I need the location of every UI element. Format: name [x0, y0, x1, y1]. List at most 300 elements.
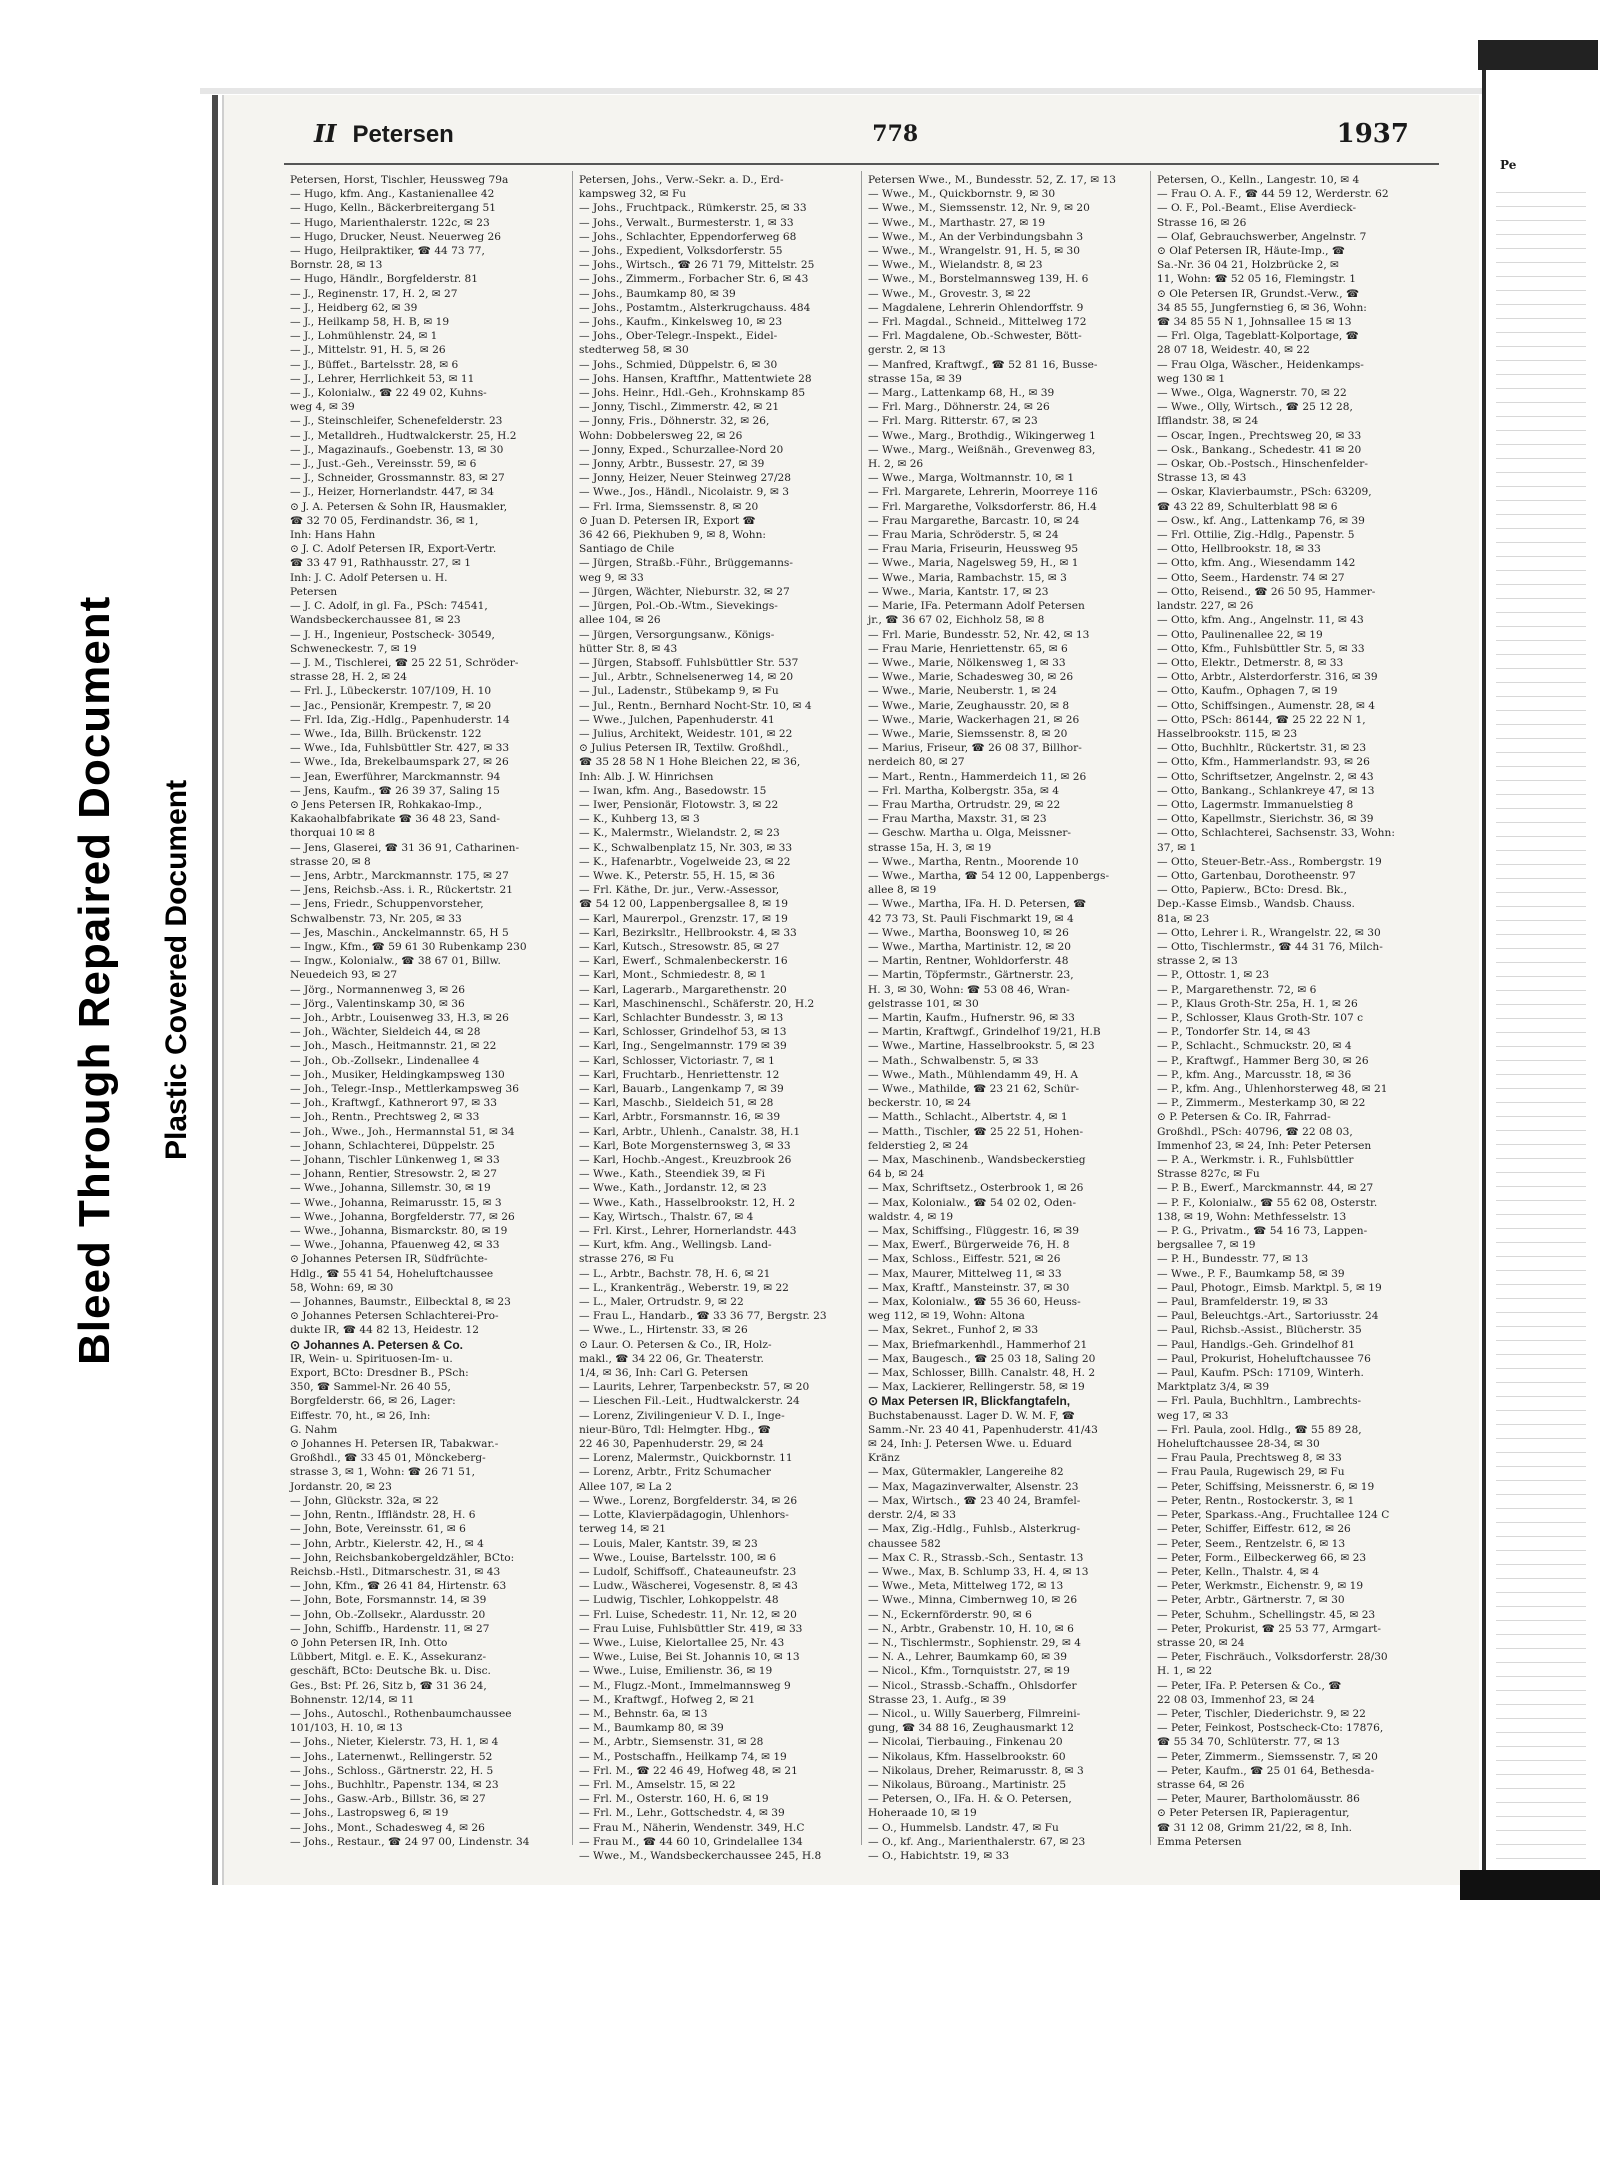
directory-entry: — Johs., Gasw.-Arb., Billstr. 36, ✉ 27 [290, 1793, 486, 1806]
directory-entry: ⊙ P. Petersen & Co. IR, Fahrrad- [1157, 1111, 1331, 1124]
directory-entry: Strasse 23, 1. Aufg., ✉ 39 [868, 1693, 1007, 1706]
directory-entry: Eiffestr. 70, ht., ✉ 26, Inh: [290, 1409, 431, 1422]
directory-entry: — Johs. Heinr., Hdl.-Geh., Krohnskamp 85 [579, 387, 806, 400]
directory-entry: — Jonny, Heizer, Neuer Steinweg 27/28 [579, 472, 791, 485]
directory-entry: Strasse 827c, ✉ Fu [1157, 1168, 1260, 1181]
directory-entry: 22 46 30, Papenhuderstr. 29, ✉ 24 [579, 1438, 764, 1451]
directory-entry: — Max, Zig.-Hdlg., Fuhlsb., Alsterkrug- [868, 1523, 1081, 1536]
directory-entry: — Karl, Ewerf., Schmalenbeckerstr. 16 [579, 955, 788, 968]
directory-entry: — Max, Schriftsetz., Osterbrook 1, ✉ 26 [868, 1182, 1084, 1195]
directory-entry: — Math., Schwalbenstr. 5, ✉ 33 [868, 1054, 1039, 1067]
directory-entry: — Max, Schiffsing., Flüggestr. 16, ✉ 39 [868, 1225, 1079, 1238]
directory-entry: — Nicol., u. Willy Sauerberg, Filmreini- [868, 1707, 1081, 1720]
directory-entry: — M., Kraftwgf., Hofweg 2, ✉ 21 [579, 1693, 756, 1706]
directory-entry: terweg 14, ✉ 21 [579, 1523, 667, 1536]
directory-entry: — Frau Marie, Henriettenstr. 65, ✉ 6 [868, 642, 1068, 655]
directory-entry: ⊙ Ole Petersen IR, Grundst.-Verw., ☎ [1157, 287, 1360, 300]
directory-entry: — Otto, Steuer-Betr.-Ass., Rombergstr. 19 [1157, 855, 1382, 868]
directory-entry: — Frl. M., Amselstr. 15, ✉ 22 [579, 1778, 736, 1791]
directory-entry: — Martin, Rentner, Wohldorferstr. 48 [868, 955, 1069, 968]
directory-entry: — Otto, kfm. Ang., Angelnstr. 11, ✉ 43 [1157, 614, 1364, 627]
directory-entry: — Nicolai, Tierbauing., Finkenau 20 [868, 1736, 1063, 1749]
directory-entry: — Wwe., Olly, Wirtsch., ☎ 25 12 28, [1157, 401, 1353, 414]
directory-entry: gelstrasse 101, ✉ 30 [868, 997, 979, 1010]
directory-entry: — Wwe., Ida, Billh. Brückenstr. 122 [290, 727, 482, 740]
directory-entry: — Lotte, Klavierpädagogin, Uhlenhors- [579, 1509, 789, 1522]
directory-entry: strasse 3, ✉ 1, Wohn: ☎ 26 71 51, [290, 1466, 476, 1479]
directory-entry: Immenhof 23, ✉ 24, Inh: Peter Petersen [1157, 1139, 1372, 1152]
directory-entry: 1/4, ✉ 36, Inh: Carl G. Petersen [579, 1367, 749, 1380]
directory-entry: — Max, Gütermakler, Langereihe 82 [868, 1466, 1064, 1479]
directory-entry: ⊙ Peter Petersen IR, Papieragentur, [1157, 1807, 1350, 1820]
directory-entry: — John, Reichsbankobergeldzähler, BCto: [290, 1551, 515, 1564]
directory-entry: — Paul, Bramfelderstr. 19, ✉ 33 [1157, 1296, 1329, 1309]
directory-entry: — Frl. J., Lübeckerstr. 107/109, H. 10 [290, 685, 492, 698]
directory-entry: — Max, Briefmarkenhdl., Hammerhof 21 [868, 1338, 1088, 1351]
directory-entry: — Otto, Elektr., Detmerstr. 8, ✉ 33 [1157, 656, 1344, 669]
directory-entry: — Hugo, Heilpraktiker, ☎ 44 73 77, [290, 245, 485, 258]
directory-entry: Bohnenstr. 12/14, ✉ 11 [290, 1693, 415, 1706]
directory-entry: — Johs., Kaufm., Kinkelsweg 10, ✉ 23 [579, 316, 783, 329]
directory-entry: — Wwe., Marie, Nölkensweg 1, ✉ 33 [868, 656, 1066, 669]
directory-entry: — M., Arbtr., Siemsenstr. 31, ✉ 28 [579, 1736, 764, 1749]
directory-entry: — Osw., kf. Ang., Lattenkamp 76, ✉ 39 [1157, 514, 1365, 527]
directory-entry: — Frau Paula, Rugewisch 29, ✉ Fu [1157, 1466, 1345, 1479]
directory-entry: allee 104, ✉ 26 [579, 614, 661, 627]
directory-entry: weg 130 ✉ 1 [1157, 372, 1226, 385]
directory-entry: — Peter, Kaufm., ☎ 25 01 64, Bethesda- [1157, 1764, 1375, 1777]
column-1 [284, 171, 573, 1848]
directory-entry: — Frl. Käthe, Dr. jur., Verw.-Assessor, [579, 884, 780, 897]
directory-entry: — Jul., Ladenstr., Stübekamp 9, ✉ Fu [579, 685, 779, 698]
directory-entry: — Paul, Handlgs.-Geh. Grindelhof 81 [1157, 1338, 1356, 1351]
directory-entry: Großhdl., PSch: 40796, ☎ 22 08 03, [1157, 1125, 1353, 1138]
directory-entry: — Jens, Kaufm., ☎ 26 39 37, Saling 15 [290, 784, 500, 797]
directory-entry: — Frau M., Näherin, Wendenstr. 349, H.C [579, 1821, 805, 1834]
directory-entry: — Karl, Maschinenschl., Schäferstr. 20, H.2 [579, 997, 815, 1010]
directory-entry: — Frau L., Handarb., ☎ 33 36 77, Bergstr. 23 [579, 1310, 827, 1323]
directory-entry: — J., Just.-Geh., Vereinsstr. 59, ✉ 6 [290, 458, 477, 471]
directory-entry: — Nicol., Kfm., Tornquiststr. 27, ✉ 19 [868, 1665, 1070, 1678]
directory-entry: — Frl. Kirst., Lehrer, Hornerlandstr. 443 [579, 1225, 797, 1238]
directory-entry: strasse 20, ✉ 24 [1157, 1636, 1245, 1649]
directory-entry: ✉ 24, Inh: J. Petersen Wwe. u. Eduard [868, 1438, 1072, 1451]
directory-entry: — Karl, Fruchtarb., Henriettenstr. 12 [579, 1068, 780, 1081]
directory-entry: — Johs., Baumkamp 80, ✉ 39 [579, 287, 736, 300]
directory-entry: — Wwe., M., Wielandstr. 8, ✉ 23 [868, 259, 1043, 272]
directory-entry: — J. C. Adolf, in gl. Fa., PSch: 74541, [290, 600, 488, 613]
directory-entry: waldstr. 4, ✉ 19 [868, 1210, 954, 1223]
directory-entry: — Jürgen, Stabsoff. Fuhlsbüttler Str. 537 [579, 656, 799, 669]
directory-entry: Petersen, Johs., Verw.-Sekr. a. D., Erd- [579, 174, 784, 186]
directory-entry: — Oskar, Ob.-Postsch., Hinschenfelder- [1157, 458, 1368, 471]
column-4 [1151, 171, 1439, 1848]
directory-entry: — Peter, Werkmstr., Eichenstr. 9, ✉ 19 [1157, 1580, 1364, 1593]
surname-heading: Petersen [352, 121, 454, 148]
directory-entry: — Petersen, O., IFa. H. & O. Petersen, [868, 1793, 1072, 1806]
directory-entry: — Frau Martha, Ortrudstr. 29, ✉ 22 [868, 798, 1061, 811]
directory-entry: — Frl. Margarete, Lehrerin, Moorreye 116 [868, 486, 1098, 499]
directory-entry: — P. H., Bundesstr. 77, ✉ 13 [1157, 1253, 1309, 1266]
directory-entry: 11, Wohn: ☎ 52 05 16, Flemingstr. 1 [1157, 273, 1356, 286]
directory-entry: — Frl. Martha, Kolbergstr. 35a, ✉ 4 [868, 784, 1059, 797]
scan-top-edge [200, 88, 1482, 94]
directory-entry: — K., Kuhberg 13, ✉ 3 [579, 813, 700, 826]
directory-entry: Buchstabenausst. Lager D. W. M. F, ☎ [868, 1409, 1075, 1422]
directory-entry: ☎ 54 12 00, Lappenbergsallee 8, ✉ 19 [579, 898, 789, 911]
directory-entry: — Frau Olga, Wäscher., Heidenkamps- [1157, 358, 1364, 371]
directory-entry: — P., Zimmerm., Mesterkamp 30, ✉ 22 [1157, 1097, 1366, 1110]
directory-entry: — Wwe., Johanna, Sillemstr. 30, ✉ 19 [290, 1182, 491, 1195]
directory-entry: — J. H., Ingenieur, Postscheck- 30549, [290, 628, 495, 641]
directory-entry: 350, ☎ Sammel-Nr. 26 40 55, [290, 1381, 451, 1394]
directory-entry: — Jonny, Tischl., Zimmerstr. 42, ✉ 21 [579, 401, 780, 414]
directory-entry: — Wwe., M., Grovestr. 3, ✉ 22 [868, 287, 1031, 300]
directory-entry: — Wwe., Marg., Weißnäh., Grevenweg 83, [868, 443, 1096, 456]
directory-entry: — Jürgen, Pol.-Ob.-Wtm., Sievekings- [579, 600, 778, 613]
directory-entry: — Kay, Wirtsch., Thalstr. 67, ✉ 4 [579, 1210, 754, 1223]
directory-entry: — Johs., Schlachter, Eppendorferweg 68 [579, 230, 797, 243]
directory-entry: — Peter, Maurer, Bartholomäusstr. 86 [1157, 1793, 1360, 1806]
directory-entry: hütter Str. 8, ✉ 43 [579, 642, 678, 655]
directory-entry: — Wwe., Johanna, Reimarusstr. 15, ✉ 3 [290, 1196, 502, 1209]
directory-entry: H. 2, ✉ 26 [868, 458, 924, 471]
directory-entry: ⊙ Juan D. Petersen IR, Export ☎ [579, 514, 756, 527]
directory-entry: 36 42 66, Piekhuben 9, ✉ 8, Wohn: [579, 529, 766, 542]
directory-entry: — Joh., Arbtr., Louisenweg 33, H.3, ✉ 26 [290, 1011, 509, 1024]
directory-entry: — Jes, Maschin., Anckelmannstr. 65, H 5 [290, 926, 509, 939]
directory-entry: — Max, Maschinenb., Wandsbeckerstieg [868, 1154, 1086, 1167]
directory-entry: — Otto, Paulinenallee 22, ✉ 19 [1157, 628, 1323, 641]
scan-bottom-bar [1460, 1870, 1600, 1900]
directory-entry: — Wwe., Luise, Emilienstr. 36, ✉ 19 [579, 1665, 773, 1678]
directory-entry: Lübbert, Mitgl. e. E. K., Assekuranz- [290, 1651, 487, 1664]
directory-entry: — Joh., Wächter, Sieldeich 44, ✉ 28 [290, 1026, 481, 1039]
directory-entry: — Wwe., Marie, Wackerhagen 21, ✉ 26 [868, 713, 1080, 726]
directory-entry: — Karl, Schlosser, Grindelhof 53, ✉ 13 [579, 1026, 787, 1039]
directory-entry: Strasse 16, ✉ 26 [1157, 216, 1247, 229]
directory-entry: — Karl, Lagerarb., Margarethenstr. 20 [579, 983, 787, 996]
directory-entry: — John, Kfm., ☎ 26 41 84, Hirtenstr. 63 [290, 1580, 507, 1593]
directory-entry: Wandsbeckerchaussee 81, ✉ 23 [290, 614, 461, 627]
directory-entry: 28 07 18, Weidestr. 40, ✉ 22 [1157, 344, 1310, 357]
directory-entry: — Nikolaus, Dreher, Reimarusstr. 8, ✉ 3 [868, 1764, 1084, 1777]
directory-entry: — Johs., Autoschl., Rothenbaumchaussee [290, 1707, 512, 1720]
directory-entry: — Max, Kraftf., Mansteinstr. 37, ✉ 30 [868, 1281, 1070, 1294]
directory-entry: ☎ 43 22 89, Schulterblatt 98 ✉ 6 [1157, 500, 1338, 513]
directory-entry: weg 4, ✉ 39 [290, 401, 355, 414]
scan-top-bar [1478, 40, 1598, 70]
directory-entry: — Otto, Reisend., ☎ 26 50 95, Hammer- [1157, 585, 1376, 598]
directory-entry: — Joh., Masch., Heitmannstr. 21, ✉ 22 [290, 1040, 497, 1053]
directory-entry: — Peter, Prokurist, ☎ 25 53 77, Armgart- [1157, 1622, 1381, 1635]
directory-entry: — Frl. Irma, Siemssenstr. 8, ✉ 20 [579, 500, 759, 513]
directory-entry: — Johs., Ober-Telegr.-Inspekt., Eidel- [579, 330, 778, 343]
directory-entry: ⊙ John Petersen IR, Inh. Otto [290, 1636, 448, 1649]
directory-entry: — Wwe., Marie, Schadesweg 30, ✉ 26 [868, 671, 1074, 684]
directory-entry: — Wwe., Johanna, Borgfelderstr. 77, ✉ 26 [290, 1210, 515, 1223]
directory-entry: strasse 20, ✉ 8 [290, 855, 371, 868]
directory-entry: — Mart., Rentn., Hammerdeich 11, ✉ 26 [868, 770, 1087, 783]
directory-entry: Sa.-Nr. 36 04 21, Holzbrücke 2, ✉ [1157, 259, 1339, 272]
directory-entry: — Wwe., M., Quickbornstr. 9, ✉ 30 [868, 188, 1056, 201]
directory-entry: — Wwe., Luise, Kielortallee 25, Nr. 43 [579, 1636, 785, 1649]
directory-entry: Export, BCto: Dresdner B., PSch: [290, 1367, 469, 1380]
directory-entry: — Frau Maria, Schröderstr. 5, ✉ 24 [868, 529, 1059, 542]
directory-entry: — J., Lehrer, Herrlichkeit 53, ✉ 11 [290, 372, 475, 385]
directory-entry: — Max, Schlosser, Billh. Canalstr. 48, H. 2 [868, 1367, 1096, 1380]
directory-entry: weg 9, ✉ 33 [579, 571, 644, 584]
directory-entry: — Jonny, Exped., Schurzallee-Nord 20 [579, 443, 784, 456]
directory-entry: — Wwe., M., Borstelmannsweg 139, H. 6 [868, 273, 1089, 286]
directory-entry: — Lieschen Fil.-Leit., Hudtwalckerstr. 24 [579, 1395, 800, 1408]
directory-entry: — Johs., Laternenwt., Rellingerstr. 52 [290, 1750, 493, 1763]
directory-entry: — Wwe. K., Peterstr. 55, H. 15, ✉ 36 [579, 869, 775, 882]
directory-entry: — Otto, Lehrer i. R., Wrangelstr. 22, ✉ 30 [1157, 926, 1381, 939]
directory-entry: — Max, Baugesch., ☎ 25 03 18, Saling 20 [868, 1352, 1096, 1365]
directory-entry: strasse 28, H. 2, ✉ 24 [290, 671, 407, 684]
directory-entry: — Otto, Gartenbau, Dorotheenstr. 97 [1157, 869, 1356, 882]
directory-entry: makl., ☎ 34 22 06, Gr. Theaterstr. [579, 1352, 764, 1365]
directory-entry: — Wwe., Johanna, Pfauenweg 42, ✉ 33 [290, 1239, 500, 1252]
directory-entry: — Frl. Margarethe, Volksdorferstr. 86, H.4 [868, 500, 1097, 513]
directory-entry: nerdeich 80, ✉ 27 [868, 756, 965, 769]
directory-entry: Jordanstr. 20, ✉ 23 [290, 1480, 392, 1493]
directory-entry: nieur-Büro, Tdl: Helmgter. Hbg., ☎ [579, 1423, 771, 1436]
directory-entry: — Wwe., M., Marthastr. 27, ✉ 19 [868, 216, 1046, 229]
directory-entry: Allee 107, ✉ La 2 [579, 1480, 672, 1493]
directory-entry: 101/103, H. 10, ✉ 13 [290, 1722, 403, 1735]
directory-entry: Großhdl., ☎ 33 45 01, Mönckeberg- [290, 1452, 486, 1465]
directory-entry: Petersen [290, 585, 338, 598]
directory-entry: ⊙ J. A. Petersen & Sohn IR, Hausmakler, [290, 500, 508, 513]
directory-entry: Borgfelderstr. 66, ✉ 26, Lager: [290, 1395, 456, 1408]
directory-entry: geschäft, BCto: Deutsche Bk. u. Disc. [290, 1665, 491, 1678]
directory-entry: — Max, Ewerf., Bürgerweide 76, H. 8 [868, 1239, 1070, 1252]
directory-entry: Hoheraade 10, ✉ 19 [868, 1807, 977, 1820]
directory-entry: — Wwe., Kath., Hasselbrookstr. 12, H. 2 [579, 1196, 796, 1209]
directory-entry: jr., ☎ 36 67 02, Eichholz 58, ✉ 8 [868, 614, 1045, 627]
directory-entry: Dep.-Kasse Eimsb., Wandsb. Chauss. [1157, 898, 1355, 911]
directory-entry: — Frl. Marg., Döhnerstr. 24, ✉ 26 [868, 401, 1050, 414]
directory-entry: — Peter, Schiffer, Eiffestr. 612, ✉ 26 [1157, 1523, 1351, 1536]
directory-entry: — Johann, Schlachterei, Düppelstr. 25 [290, 1139, 495, 1152]
directory-entry: — J., Metalldreh., Hudtwalckerstr. 25, H.2 [290, 429, 517, 442]
directory-entry: strasse 2, ✉ 13 [1157, 955, 1238, 968]
directory-entry: — L., Maler, Ortrudstr. 9, ✉ 22 [579, 1296, 744, 1309]
directory-entry: — John, Schiffb., Hardenstr. 11, ✉ 27 [290, 1622, 490, 1635]
page-number: 778 [872, 121, 919, 147]
directory-entry: — Jörg., Normannenweg 3, ✉ 26 [290, 983, 466, 996]
directory-entry: ⊙ Johannes A. Petersen & Co. [290, 1337, 463, 1352]
directory-entry: — J., Magazinaufs., Goebenstr. 13, ✉ 30 [290, 443, 504, 456]
directory-entry: — Ingw., Kfm., ☎ 59 61 30 Rubenkamp 230 [290, 940, 527, 953]
directory-entry: — Nicol., Strassb.-Schaffn., Ohlsdorfer [868, 1679, 1077, 1692]
directory-entry: — Johs., Buchhltr., Papenstr. 134, ✉ 23 [290, 1778, 499, 1791]
directory-entry: — Nikolaus, Kfm. Hasselbrookstr. 60 [868, 1750, 1066, 1763]
directory-entry: — Frau Martha, Maxstr. 31, ✉ 23 [868, 813, 1047, 826]
directory-entry: — J., Mittelstr. 91, H. 5, ✉ 26 [290, 344, 446, 357]
directory-entry: — N., Arbtr., Grabenstr. 10, H. 10, ✉ 6 [868, 1622, 1074, 1635]
directory-entry: — J., Kolonialw., ☎ 22 49 02, Kuhns- [290, 387, 487, 400]
directory-entry: — Wwe., Marga, Woltmannstr. 10, ✉ 1 [868, 472, 1075, 485]
directory-entry: — Johs., Verwalt., Burmesterstr. 1, ✉ 33 [579, 216, 794, 229]
directory-entry: — Frl. Ottilie, Zig.-Hdlg., Papenstr. 5 [1157, 529, 1355, 542]
directory-entry: 42 73 73, St. Pauli Fischmarkt 19, ✉ 4 [868, 912, 1074, 925]
directory-entry: Schweneckestr. 7, ✉ 19 [290, 642, 417, 655]
directory-entry: Kakaohalbfabrikate ☎ 36 48 23, Sand- [290, 813, 500, 826]
directory-entry: — O., Habichtstr. 19, ✉ 33 [868, 1849, 1010, 1862]
directory-entry: — O., Hummelsb. Landstr. 47, ✉ Fu [868, 1821, 1059, 1834]
directory-entry: — Frl. Paula, zool. Hdlg., ☎ 55 89 28, [1157, 1423, 1362, 1436]
directory-entry: — Max, Magazinverwalter, Alsenstr. 23 [868, 1480, 1079, 1493]
directory-entry: — Peter, Zimmerm., Siemssenstr. 7, ✉ 20 [1157, 1750, 1378, 1763]
directory-entry: ⊙ Johannes Petersen Schlachterei-Pro- [290, 1310, 499, 1323]
directory-entry: — Laurits, Lehrer, Tarpenbeckstr. 57, ✉ 20 [579, 1381, 810, 1394]
directory-entry: H. 1, ✉ 22 [1157, 1665, 1213, 1678]
directory-entry: — Joh., Ob.-Zollsekr., Lindenallee 4 [290, 1054, 480, 1067]
directory-entry: — Max, Lackierer, Rellingerstr. 58, ✉ 19 [868, 1381, 1085, 1394]
directory-entry: — Wwe., Martine, Hasselbrookstr. 5, ✉ 23 [868, 1040, 1095, 1053]
directory-entry: — Peter, Schuhm., Schellingstr. 45, ✉ 23 [1157, 1608, 1376, 1621]
directory-entry: — Otto, PSch: 86144, ☎ 25 22 22 N 1, [1157, 713, 1366, 726]
directory-entry: Petersen, O., Kelln., Langestr. 10, ✉ 4 [1157, 174, 1360, 186]
directory-entry: — J., Lohmühlenstr. 24, ✉ 1 [290, 330, 438, 343]
directory-entry: — Jörg., Valentinskamp 30, ✉ 36 [290, 997, 465, 1010]
directory-entry: — Wwe., Jos., Händl., Nicolaistr. 9, ✉ 3 [579, 486, 789, 499]
directory-entry: — Ludwig, Tischler, Lohkoppelstr. 48 [579, 1594, 779, 1607]
directory-entry: — Peter, Form., Eilbeckerweg 66, ✉ 23 [1157, 1551, 1367, 1564]
directory-entry: — P. G., Privatm., ☎ 54 16 73, Lappen- [1157, 1225, 1368, 1238]
directory-entry: — Julius, Architekt, Weidestr. 101, ✉ 22 [579, 727, 793, 740]
directory-entry: — Wwe., M., Wrangelstr. 91, H. 5, ✉ 30 [868, 245, 1081, 258]
directory-entry: — Otto, Schlachterei, Sachsenstr. 33, Wohn: [1157, 827, 1395, 840]
directory-entry: — Ludw., Wäscherei, Vogesenstr. 8, ✉ 43 [579, 1580, 798, 1593]
directory-entry: — P. F., Kolonialw., ☎ 55 62 08, Osterstr. [1157, 1196, 1378, 1209]
directory-page [222, 95, 1479, 1885]
directory-entry: — Peter, Kelln., Thalstr. 4, ✉ 4 [1157, 1565, 1320, 1578]
directory-entry: — Lorenz, Malermstr., Quickbornstr. 11 [579, 1452, 793, 1465]
directory-entry: thorquai 10 ✉ 8 [290, 827, 376, 840]
directory-entry: 58, Wohn: 69, ✉ 30 [290, 1281, 394, 1294]
directory-entry: ⊙ Julius Petersen IR, Textilw. Großhdl., [579, 742, 789, 755]
directory-entry: — Wwe., Martha, ☎ 54 12 00, Lappenbergs- [868, 869, 1110, 882]
directory-entry: IR, Wein- u. Spirituosen-Im- u. [290, 1352, 453, 1365]
bleed-through-label: Bleed Through Repaired Document [70, 595, 119, 1365]
directory-entry: beckerstr. 10, ✉ 24 [868, 1097, 972, 1110]
directory-entry: — Ingw., Kolonialw., ☎ 38 67 01, Billw. [290, 955, 501, 968]
directory-entry: — Karl, Kutsch., Stresowstr. 85, ✉ 27 [579, 940, 780, 953]
directory-entry: — Hugo, Drucker, Neust. Neuerweg 26 [290, 230, 502, 243]
directory-entry: — Wwe., Martha, Martinistr. 12, ✉ 20 [868, 940, 1071, 953]
directory-entry: — J., Heidberg 62, ✉ 39 [290, 301, 418, 314]
directory-entry: — Johs., Restaur., ☎ 24 97 00, Lindenstr. 34 [290, 1835, 530, 1848]
directory-entry: — Johs., Schloss., Gärtnerstr. 22, H. 5 [290, 1764, 494, 1777]
directory-entry: — Frl. Paula, Buchhltrn., Lambrechts- [1157, 1395, 1362, 1408]
directory-entry: Hasselbrookstr. 115, ✉ 23 [1157, 727, 1298, 740]
directory-entry: — Otto, Arbtr., Alsterdorferstr. 316, ✉ 39 [1157, 671, 1378, 684]
directory-entry: — Lorenz, Arbtr., Fritz Schumacher [579, 1466, 771, 1479]
directory-entry: — Jens, Glaserei, ☎ 31 36 91, Catharinen- [290, 841, 520, 854]
directory-entry: — Wwe., Julchen, Papenhuderstr. 41 [579, 713, 775, 726]
directory-entry: — Frau Margarethe, Barcastr. 10, ✉ 24 [868, 514, 1080, 527]
directory-entry: — J., Heizer, Hornerlandstr. 447, ✉ 34 [290, 486, 495, 499]
directory-entry: — Paul, Richsb.-Assist., Blücherstr. 35 [1157, 1324, 1362, 1337]
directory-entry: — K., Malermstr., Wielandstr. 2, ✉ 23 [579, 827, 780, 840]
directory-entry: — Ludolf, Schiffsoff., Chateauneufstr. 23 [579, 1565, 797, 1578]
directory-entry: — Karl, Bote Morgensternsweg 3, ✉ 33 [579, 1139, 791, 1152]
directory-entry: — Joh., Rentn., Prechtsweg 2, ✉ 33 [290, 1111, 480, 1124]
directory-entry: — L., Krankenträg., Weberstr. 19, ✉ 22 [579, 1281, 789, 1294]
directory-entry: strasse 64, ✉ 26 [1157, 1778, 1245, 1791]
directory-entry: gung, ☎ 34 88 16, Zeughausmarkt 12 [868, 1722, 1074, 1735]
directory-entry: — Frau M., ☎ 44 60 10, Grindelallee 134 [579, 1835, 803, 1848]
directory-entry: — Frl. M., Osterstr. 160, H. 6, ✉ 19 [579, 1793, 769, 1806]
directory-entry: — Wwe., Marie, Zeughausstr. 20, ✉ 8 [868, 699, 1070, 712]
directory-entry: — Martin, Kraftwgf., Grindelhof 19/21, H.B [868, 1026, 1101, 1039]
directory-entry: — Wwe., Kath., Steendiek 39, ✉ Fi [579, 1168, 766, 1181]
directory-entry: — M., Postschaffn., Heilkamp 74, ✉ 19 [579, 1750, 787, 1763]
directory-entry: — Max, Sekret., Funhof 2, ✉ 33 [868, 1324, 1039, 1337]
directory-entry: — Karl, Bezirksltr., Hellbrookstr. 4, ✉ 33 [579, 926, 797, 939]
directory-entry: — Wwe., Kath., Jordanstr. 12, ✉ 23 [579, 1182, 767, 1195]
directory-entry: — Frl. Luise, Schedestr. 11, Nr. 12, ✉ 20 [579, 1608, 797, 1621]
directory-entry: — Otto, Kfm., Hammerlandstr. 93, ✉ 26 [1157, 756, 1370, 769]
directory-entry: — Johs., Expedient, Volksdorferstr. 55 [579, 245, 783, 258]
directory-entry: 81a, ✉ 23 [1157, 912, 1210, 925]
directory-entry: — Peter, IFa. P. Petersen & Co., ☎ [1157, 1679, 1342, 1692]
directory-entry: ☎ 31 12 08, Grimm 21/22, ✉ 8, Inh. [1157, 1821, 1353, 1834]
directory-entry: — Magdalene, Lehrerin Ohlendorffstr. 9 [868, 301, 1084, 314]
directory-entry: weg 17, ✉ 33 [1157, 1409, 1229, 1422]
directory-entry: — Karl, Hochb.-Angest., Kreuzbrook 26 [579, 1154, 792, 1167]
directory-entry: — K., Hafenarbtr., Vogelweide 23, ✉ 22 [579, 855, 791, 868]
directory-entry: — J., Reginenstr. 17, H. 2, ✉ 27 [290, 287, 458, 300]
directory-entry: — Frau Maria, Friseurin, Heussweg 95 [868, 543, 1079, 556]
directory-entry: — Johs., Zimmerm., Forbacher Str. 6, ✉ 43 [579, 273, 809, 286]
directory-entry: Ifflandstr. 38, ✉ 24 [1157, 415, 1259, 428]
directory-entry: Samm.-Nr. 23 40 41, Papenhuderstr. 41/43 [868, 1423, 1098, 1436]
directory-entry: — Wwe., M., Wandsbeckerchaussee 245, H.8 [579, 1849, 822, 1862]
directory-entry: — Jul., Arbtr., Schnelsenerweg 14, ✉ 20 [579, 671, 794, 684]
directory-entry: Marktplatz 3/4, ✉ 39 [1157, 1381, 1270, 1394]
directory-entry: — P., Tondorfer Str. 14, ✉ 43 [1157, 1026, 1311, 1039]
directory-entry: Hdlg., ☎ 55 41 54, Hoheluftchaussee [290, 1267, 494, 1280]
directory-entry: — M., Flugz.-Mont., Immelmannsweg 9 [579, 1679, 791, 1692]
page-header [224, 113, 1479, 155]
directory-entry: — Wwe., Olga, Wagnerstr. 70, ✉ 22 [1157, 387, 1347, 400]
directory-entry: Hoheluftchaussee 28-34, ✉ 30 [1157, 1438, 1320, 1451]
directory-entry: — Peter, Schiffsing, Meissnerstr. 6, ✉ 19 [1157, 1480, 1375, 1493]
directory-entry: — Wwe., Maria, Nagelsweg 59, H., ✉ 1 [868, 557, 1079, 570]
directory-entry: — Otto, Kapellmstr., Sierichstr. 36, ✉ 39 [1157, 813, 1374, 826]
directory-entry: ⊙ Johannes H. Petersen IR, Tabakwar.- [290, 1438, 499, 1451]
directory-entry: — Iwer, Pensionär, Flotowstr. 3, ✉ 22 [579, 798, 779, 811]
directory-columns [284, 171, 1439, 1862]
directory-entry: — Jens, Arbtr., Marckmannstr. 175, ✉ 27 [290, 869, 509, 882]
directory-entry: — Wwe., Math., Mühlendamm 49, H. A [868, 1068, 1079, 1081]
next-page-fragment: Pe [1500, 158, 1517, 172]
directory-entry: — Wwe., Martha, IFa. H. D. Petersen, ☎ [868, 898, 1087, 911]
directory-entry: strasse 15a, ✉ 39 [868, 372, 962, 385]
directory-entry: dukte IR, ☎ 44 82 13, Heidestr. 12 [290, 1324, 480, 1337]
directory-entry: — P., Schlosser, Klaus Groth-Str. 107 c [1157, 1011, 1364, 1024]
directory-entry: — Otto, Schiffsingen., Aumenstr. 28, ✉ 4 [1157, 699, 1375, 712]
directory-entry: — O., kf. Ang., Marienthalerstr. 67, ✉ 23 [868, 1835, 1086, 1848]
directory-entry: — Martin, Töpfermstr., Gärtnerstr. 23, [868, 969, 1074, 982]
directory-entry: ☎ 34 85 55 N 1, Johnsallee 15 ✉ 13 [1157, 316, 1352, 329]
directory-entry: — Wwe., Ida, Fuhlsbüttler Str. 427, ✉ 33 [290, 742, 510, 755]
